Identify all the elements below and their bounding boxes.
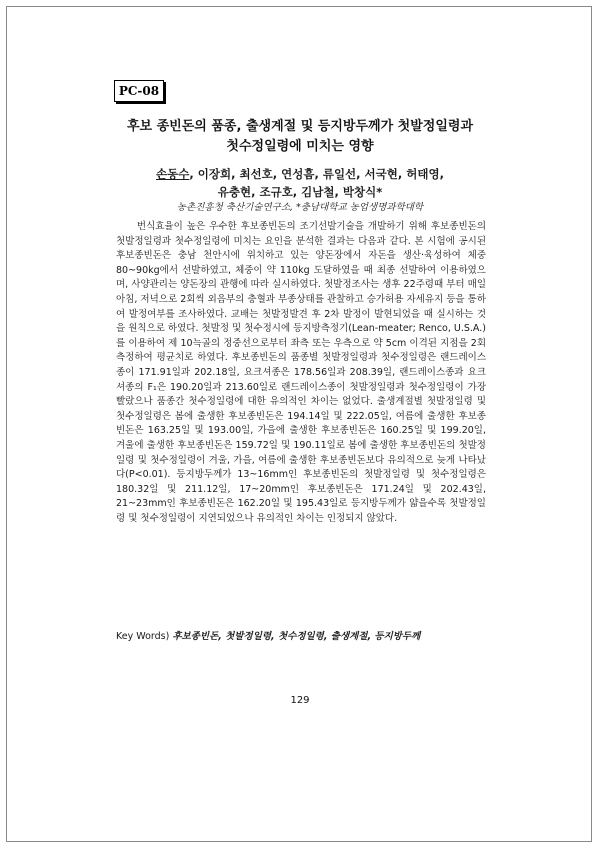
page-number: 129 [290, 695, 310, 706]
authors-line-1-rest: , 이장희, 최선호, 연성흠, 류일선, 서국현, 허태영, [189, 167, 444, 181]
affiliation: 농촌진흥청 축산기술연구소, *충남대학교 농업생명과학대학 [176, 202, 424, 213]
title-line-2: 첫수정일령에 미치는 영향 [226, 139, 374, 154]
keywords-values: 후보종빈돈, 첫발정일령, 첫수정일령, 출생계절, 등지방두께 [172, 631, 421, 642]
presenting-author: 손동수 [156, 167, 190, 181]
authors-line-1 [130, 165, 470, 183]
paper-title [100, 117, 500, 157]
session-code-badge: PC-08 [114, 80, 164, 102]
title-line-1: 후보 종빈돈의 품종, 출생계절 및 등지방두께가 첫발정일령과 [126, 119, 474, 134]
keywords-label: Key Words) [116, 631, 170, 642]
authors-line-2: 유충현, 조규호, 김남철, 박창식* [217, 185, 383, 199]
author-list [130, 165, 470, 201]
keywords [116, 630, 496, 644]
abstract-body: 번식효율이 높은 우수한 후보종빈돈의 조기선발기술을 개발하기 위해 후보종빈돈의 첫발정일령과 첫수정일령에 미치는 요인을 분석한 결과는 다음과 같다. 본 시험에 공시된 후보종빈돈은 충남 천안시에 위치하고 있는 양돈장에서 자돈을 생산·육성하여 체중 80~90kg에서 선발하였고, 체중이 약 110kg 도달하였을 때 최종 선발하여 이용하였으며, 사양관리는 양돈장의 관행에 따라 실시하였다. 첫발정조사는 생후 22주령때 부터 매일 아침, 저녁으로 2회씩 외음부의 충혈과 부종상태를 관찰하고 승가허용 자세유지 등을 통하여 발정여부를 조사하였다. 교배는 첫발정발견 후 2차 발정이 발현되었을 때 실시하는 것을 원칙으로 하였다. 첫발정 및 첫수정시에 등지방측정기(Lean-meater; Renco, U.S.A.)를 이용하여 제 10늑골의 정중선으로부터 좌측 또는 우측으로 약 5cm 이격된 지점을 2회 측정하여 평균치로 하였다. 후보종빈돈의 품종별 첫발정일령과 첫수정일령은 랜드레이스종이 171.91일과 202.18일, 요크셔종은 178.56일과 208.39일, 랜드레이스종과 요크셔종의 F₁은 190.20일과 213.60일로 랜드레이스종이 첫발정일령과 첫수정일령이 가장 빨랐으나 품종간 첫수정일령에 대한 유의적인 차이는 없었다. 출생계절별 첫발정일령 및 첫수정일령은 봄에 출생한 후보종빈돈은 194.14일 및 222.05일, 여름에 출생한 후보종빈돈은 163.25일 및 193.00일, 가을에 출생한 후보종빈돈은 160.25일 및 199.20일, 겨울에 출생한 후보종빈돈은 159.72일 및 190.11일로 봄에 출생한 후보종빈돈의 첫발정일령 및 첫수정일령이 겨울, 가을, 여름에 출생한 후보종빈돈보다 유의적으로 늦게 나타났다(P<0.01). 등지방두께가 13~16mm인 후보종빈돈의 첫발정일령 및 첫수정일령은 180.32일 및 211.12일, 17~20mm인 후보종빈돈은 171.24일 및 202.43일, 21~23mm인 후보종빈돈은 162.20일 및 195.43일로 등지방두께가 얇을수록 첫발정일령 및 첫수정일령이 지연되었으나 유의적인 차이는 인정되지 않았다. [116, 221, 486, 524]
